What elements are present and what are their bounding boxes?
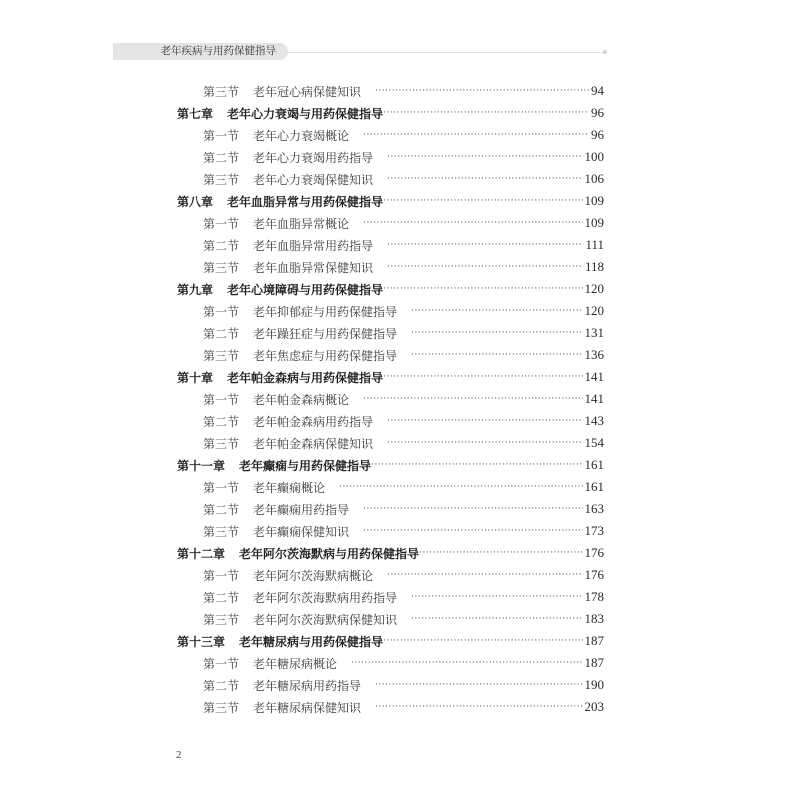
- dot-leader: [339, 476, 582, 498]
- dot-leader: [383, 630, 582, 652]
- section-title: 老年阿尔茨海默病用药指导: [253, 590, 398, 605]
- toc-page-number: 161: [584, 479, 604, 494]
- section-title: 老年癫痫保健知识: [253, 524, 350, 539]
- dot-leader: [387, 432, 582, 454]
- section-number: 第三节: [203, 172, 240, 187]
- toc-page-number: 106: [584, 171, 604, 186]
- section-title: 老年躁狂症与用药保健指导: [253, 326, 398, 341]
- toc-chapter-entry[interactable]: [177, 366, 604, 388]
- toc-chapter-entry[interactable]: [177, 630, 604, 652]
- toc-page-number: 187: [584, 655, 604, 670]
- section-number: 第一节: [203, 128, 240, 143]
- toc-page-number: 96: [591, 105, 604, 120]
- chapter-title: 老年帕金森病与用药保健指导: [227, 370, 384, 385]
- section-number: 第三节: [203, 524, 240, 539]
- toc-page-number: 190: [584, 677, 604, 692]
- header-rule: [288, 52, 603, 53]
- toc-page-number: 154: [584, 435, 604, 450]
- toc-page-number: 161: [584, 457, 604, 472]
- dot-leader: [371, 454, 582, 476]
- dot-leader: [375, 80, 589, 102]
- running-header: [113, 43, 607, 61]
- header-dot-ornament: [603, 50, 607, 54]
- chapter-number: 第十章: [177, 370, 214, 385]
- toc-section-entry[interactable]: [203, 564, 604, 586]
- section-number: 第一节: [203, 216, 240, 231]
- dot-leader: [387, 564, 582, 586]
- toc-section-entry[interactable]: [203, 696, 604, 718]
- toc-page-number: 141: [584, 391, 604, 406]
- dot-leader: [363, 520, 582, 542]
- toc-section-entry[interactable]: [203, 168, 604, 190]
- toc-section-entry[interactable]: [203, 146, 604, 168]
- section-number: 第三节: [203, 260, 240, 275]
- section-title: 老年癫痫概论: [253, 480, 326, 495]
- section-title: 老年心力衰竭概论: [253, 128, 350, 143]
- chapter-number: 第十一章: [177, 458, 226, 473]
- section-title: 老年心力衰竭保健知识: [253, 172, 374, 187]
- section-number: 第三节: [203, 84, 240, 99]
- toc-page-number: 173: [584, 523, 604, 538]
- toc-page-number: 109: [584, 215, 604, 230]
- chapter-title: 老年心力衰竭与用药保健指导: [227, 106, 384, 121]
- section-number: 第二节: [203, 326, 240, 341]
- section-title: 老年阿尔茨海默病概论: [253, 568, 374, 583]
- dot-leader: [383, 102, 589, 124]
- dot-leader: [351, 652, 582, 674]
- dot-leader: [375, 696, 582, 718]
- toc-page-number: 136: [584, 347, 604, 362]
- toc-section-entry[interactable]: [203, 432, 604, 454]
- dot-leader: [363, 212, 582, 234]
- section-number: 第二节: [203, 590, 240, 605]
- dot-leader: [411, 586, 582, 608]
- section-title: 老年阿尔茨海默病保健知识: [253, 612, 398, 627]
- toc-page-number: 176: [584, 545, 604, 560]
- section-number: 第一节: [203, 304, 240, 319]
- dot-leader: [411, 344, 582, 366]
- toc-section-entry[interactable]: [203, 300, 604, 322]
- section-title: 老年抑郁症与用药保健指导: [253, 304, 398, 319]
- dot-leader: [387, 168, 582, 190]
- section-number: 第二节: [203, 238, 240, 253]
- toc-section-entry[interactable]: [203, 322, 604, 344]
- toc-page-number: 120: [584, 281, 604, 296]
- toc-section-entry[interactable]: [203, 674, 604, 696]
- toc-section-entry[interactable]: [203, 652, 604, 674]
- chapter-number: 第十二章: [177, 546, 226, 561]
- toc-section-entry[interactable]: [203, 124, 604, 146]
- dot-leader: [419, 542, 582, 564]
- dot-leader: [363, 124, 589, 146]
- chapter-number: 第十三章: [177, 634, 226, 649]
- toc-page-number: 131: [584, 325, 604, 340]
- chapter-number: 第九章: [177, 282, 214, 297]
- chapter-number: 第八章: [177, 194, 214, 209]
- chapter-title: 老年糖尿病与用药保健指导: [239, 634, 384, 649]
- section-title: 老年糖尿病用药指导: [253, 678, 362, 693]
- toc-page-number: 94: [591, 83, 604, 98]
- section-title: 老年焦虑症与用药保健指导: [253, 348, 398, 363]
- chapter-title: 老年阿尔茨海默病与用药保健指导: [239, 546, 420, 561]
- section-number: 第二节: [203, 678, 240, 693]
- section-title: 老年心力衰竭用药指导: [253, 150, 374, 165]
- section-number: 第三节: [203, 436, 240, 451]
- dot-leader: [387, 256, 583, 278]
- section-number: 第一节: [203, 480, 240, 495]
- dot-leader: [411, 608, 582, 630]
- chapter-title: 老年血脂异常与用药保健指导: [227, 194, 384, 209]
- section-title: 老年血脂异常保健知识: [253, 260, 374, 275]
- section-number: 第二节: [203, 150, 240, 165]
- section-title: 老年糖尿病保健知识: [253, 700, 362, 715]
- toc-section-entry[interactable]: [203, 410, 604, 432]
- toc-page-number: 178: [584, 589, 604, 604]
- book-title-tab: 老年疾病与用药保健指导: [113, 43, 288, 60]
- section-number: 第一节: [203, 392, 240, 407]
- toc-chapter-entry[interactable]: [177, 102, 604, 124]
- dot-leader: [383, 278, 582, 300]
- toc-section-entry[interactable]: [203, 344, 604, 366]
- section-title: 老年血脂异常用药指导: [253, 238, 374, 253]
- dot-leader: [387, 146, 582, 168]
- dot-leader: [363, 388, 582, 410]
- toc-page-number: 143: [584, 413, 604, 428]
- toc-page-number: 203: [584, 699, 604, 714]
- toc-section-entry[interactable]: [203, 212, 604, 234]
- toc-page-number: 100: [584, 149, 604, 164]
- chapter-title: 老年心境障碍与用药保健指导: [227, 282, 384, 297]
- section-title: 老年糖尿病概论: [253, 656, 338, 671]
- toc-chapter-entry[interactable]: [177, 278, 604, 300]
- toc-section-entry[interactable]: [203, 80, 604, 102]
- section-number: 第三节: [203, 700, 240, 715]
- section-title: 老年血脂异常概论: [253, 216, 350, 231]
- toc-chapter-entry[interactable]: [177, 190, 604, 212]
- toc-page-number: 187: [584, 633, 604, 648]
- toc-page-number: 96: [591, 127, 604, 142]
- section-number: 第二节: [203, 414, 240, 429]
- section-title: 老年帕金森病保健知识: [253, 436, 374, 451]
- dot-leader: [411, 300, 582, 322]
- toc-page-number: 120: [584, 303, 604, 318]
- toc-page-number: 118: [584, 259, 604, 274]
- section-number: 第一节: [203, 568, 240, 583]
- section-title: 老年癫痫用药指导: [253, 502, 350, 517]
- section-title: 老年冠心病保健知识: [253, 84, 362, 99]
- toc-section-entry[interactable]: [203, 476, 604, 498]
- toc-section-entry[interactable]: [203, 498, 604, 520]
- toc-page-number: 183: [584, 611, 604, 626]
- dot-leader: [375, 674, 582, 696]
- dot-leader: [387, 234, 583, 256]
- toc-page-number: 163: [584, 501, 604, 516]
- toc-chapter-entry[interactable]: [177, 454, 604, 476]
- toc-page-number: 109: [584, 193, 604, 208]
- toc-chapter-entry[interactable]: [177, 542, 604, 564]
- dot-leader: [387, 410, 582, 432]
- toc-section-entry[interactable]: [203, 520, 604, 542]
- section-number: 第三节: [203, 348, 240, 363]
- section-title: 老年帕金森病用药指导: [253, 414, 374, 429]
- section-title: 老年帕金森病概论: [253, 392, 350, 407]
- section-number: 第三节: [203, 612, 240, 627]
- toc-section-entry[interactable]: [203, 586, 604, 608]
- chapter-title: 老年癫痫与用药保健指导: [239, 458, 372, 473]
- dot-leader: [411, 322, 582, 344]
- dot-leader: [383, 190, 582, 212]
- toc-page-number: 141: [584, 369, 604, 384]
- page-number: 2: [176, 749, 182, 761]
- toc-section-entry[interactable]: [203, 234, 604, 256]
- toc-page-number: 111: [585, 237, 604, 252]
- section-number: 第一节: [203, 656, 240, 671]
- toc-page-number: 176: [584, 567, 604, 582]
- dot-leader: [383, 366, 582, 388]
- toc-section-entry[interactable]: [203, 256, 604, 278]
- toc-section-entry[interactable]: [203, 608, 604, 630]
- dot-leader: [363, 498, 582, 520]
- toc-section-entry[interactable]: [203, 388, 604, 410]
- section-number: 第二节: [203, 502, 240, 517]
- chapter-number: 第七章: [177, 106, 214, 121]
